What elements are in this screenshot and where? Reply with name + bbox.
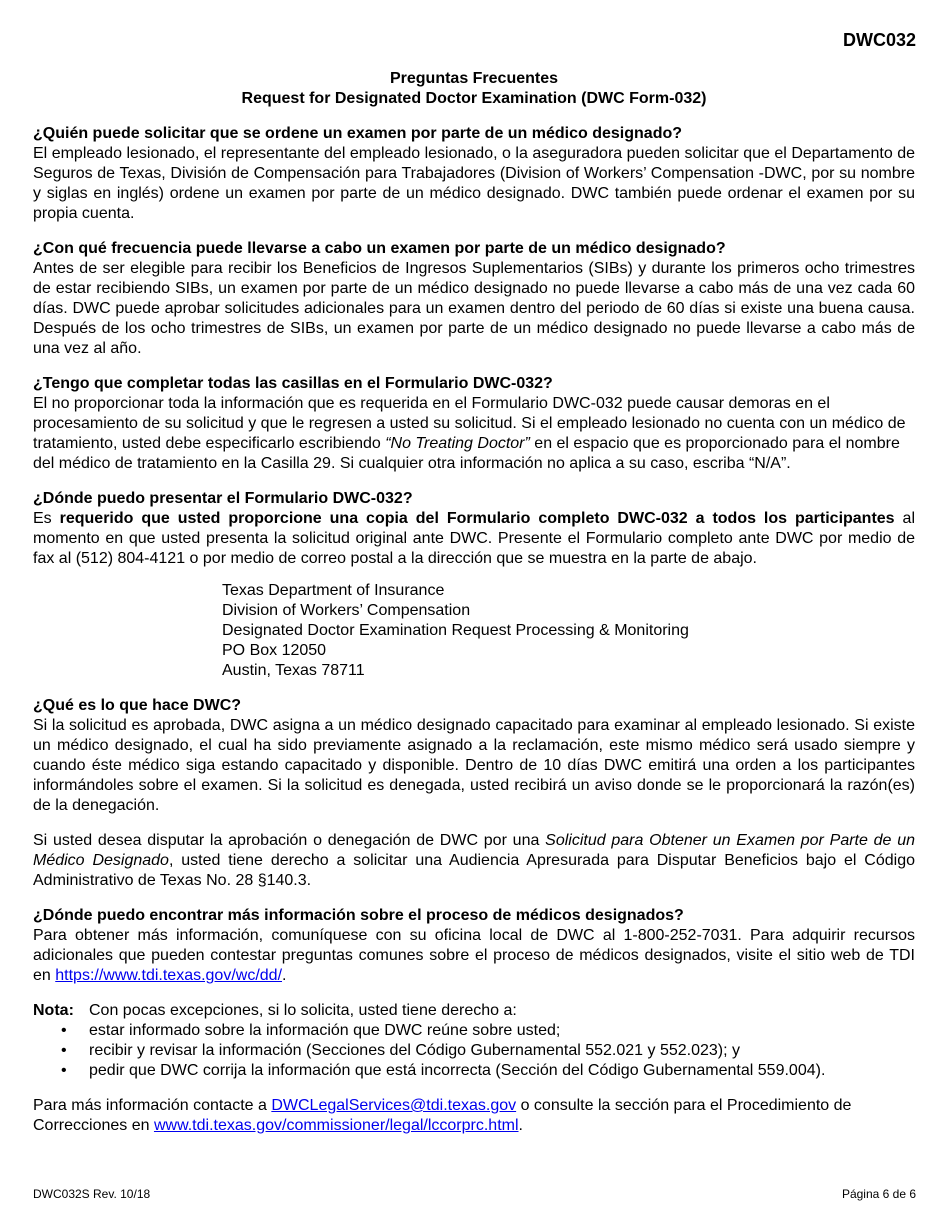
title-line-1: Preguntas Frecuentes [389, 70, 559, 87]
answer-italic-text: Solicitud para Obtener un Examen por Parte de un Médico Designado [33, 832, 916, 869]
list-item: • estar informado sobre la información que DWC reúne sobre usted; [33, 1021, 915, 1041]
answer-paragraph: El empleado lesionado, el representante del empleado lesionado, o la aseguradora pueden solicitar que el Departamento de Seguros de Texas, División de Compensación para Trabajadores (Division of Workers’ Compensation -DWC, por su nombre y siglas en inglés) ordene un examen por parte de un médico designado. DWC también puede ordenar el examen por su propia cuenta. [33, 145, 915, 222]
answer-paragraph [33, 394, 915, 474]
document-body [33, 69, 915, 1136]
contact-text: o consulte la sección para el Procedimiento de Correcciones en [33, 1097, 852, 1134]
list-item: • recibir y revisar la información (Secciones del Código Gubernamental 552.021 y 552.023); y [33, 1041, 915, 1061]
form-code: DWC032 [842, 30, 916, 50]
answer-text: . [282, 967, 287, 984]
faq-section-more-info [33, 906, 915, 986]
faq-section-frequency [33, 239, 915, 359]
tdi-dd-website-link[interactable]: https://www.tdi.texas.gov/wc/dd/ [55, 967, 283, 984]
footer-revision: DWC032S Rev. 10/18 [33, 1187, 151, 1201]
answer-text: Si usted desea disputar la aprobación o denegación de DWC por una [33, 832, 546, 849]
answer-text: al momento en que usted presenta la solicitud original ante DWC. Presente el Formulario completo ante DWC por medio de fax al (512) 804-4121 o por medio de correo postal a la dirección que se muestra en la parte de abajo. [33, 510, 915, 567]
answer-italic-text: “No Treating Doctor” [385, 435, 530, 452]
rights-list [33, 1021, 915, 1081]
question-heading: ¿Qué es lo que hace DWC? [33, 697, 242, 714]
answer-paragraph [33, 509, 915, 569]
legal-services-email-link[interactable]: DWCLegalServices@tdi.texas.gov [271, 1097, 517, 1114]
question-heading: ¿Dónde puedo encontrar más información sobre el proceso de médicos designados? [33, 907, 684, 924]
question-heading: ¿Quién puede solicitar que se ordene un examen por parte de un médico designado? [33, 125, 683, 142]
address-line: Texas Department of Insurance [222, 582, 445, 599]
question-heading: ¿Dónde puedo presentar el Formulario DWC-032? [33, 490, 413, 507]
answer-paragraph: Si la solicitud es aprobada, DWC asigna a un médico designado capacitado para examinar al empleado lesionado. Si existe un médico designado, el cual ha sido previamente asignado a la reclamación, este mismo médico será usado siempre y cuando éste médico siga estando capacitado y disponible. Dentro de 10 días DWC emitirá una orden a los participantes informándoles sobre el examen. Si la solicitud es denegada, usted recibirá un aviso donde se le proporcionará la razón(es) de la denegación. [33, 717, 915, 814]
contact-paragraph [33, 1096, 915, 1136]
answer-text: Para obtener más información, comuníquese con su oficina local de DWC al 1-800-252-7031. Para adquirir recursos adicionales que pueden contestar preguntas comunes sobre el proceso de médicos designados, visite el sitio web de TDI en [33, 927, 915, 984]
faq-section-where-submit [33, 489, 915, 681]
nota-block [33, 1001, 915, 1021]
question-heading: ¿Con qué frecuencia puede llevarse a cabo un examen por parte de un médico designado? [33, 240, 726, 257]
answer-text: El no proporcionar toda la información que es requerida en el Formulario DWC-032 puede causar demoras en el procesamiento de su solicitud y que le regresen a usted su solicitud. Si el empleado lesionado no cuenta con un médico de tratamiento, usted debe especificarlo escribiendo [33, 395, 906, 452]
dispute-paragraph [33, 831, 915, 891]
title-line-2: Request for Designated Doctor Examination (DWC Form-032) [241, 90, 707, 107]
nota-colon: : [68, 1002, 74, 1019]
list-item: • pedir que DWC corrija la información que está incorrecta (Sección del Código Gubernamental 559.004). [33, 1061, 915, 1081]
nota-intro: Con pocas excepciones, si lo solicita, usted tiene derecho a: [89, 1002, 517, 1019]
mailing-address [222, 581, 915, 681]
address-line: Division of Workers’ Compensation [222, 602, 471, 619]
faq-section-complete-boxes [33, 374, 915, 474]
address-line: Austin, Texas 78711 [222, 662, 365, 679]
contact-text: . [518, 1117, 523, 1134]
page-title [33, 69, 915, 109]
answer-bold-text: requerido que usted proporcione una copia del Formulario completo DWC-032 a todos los participantes [59, 510, 895, 527]
corrections-procedure-link[interactable]: www.tdi.texas.gov/commissioner/legal/lccorprc.html [153, 1117, 519, 1134]
nota-label: Nota [33, 1002, 69, 1019]
address-line: Designated Doctor Examination Request Processing & Monitoring [222, 622, 689, 639]
answer-text: , usted tiene derecho a solicitar una Audiencia Apresurada para Disputar Beneficios bajo el Código Administrativo de Texas No. 28 §140.3. [33, 852, 916, 889]
faq-section-who-can-request [33, 124, 915, 224]
answer-text: en el espacio que es proporcionado para el nombre del médico de tratamiento en la Casilla 29. Si cualquier otra información no aplica a su caso, escriba “N/A”. [33, 435, 900, 472]
footer-page-number: Página 6 de 6 [841, 1187, 916, 1201]
answer-text: Es [33, 510, 60, 527]
contact-text: Para más información contacte a [33, 1097, 272, 1114]
faq-section-what-dwc-does [33, 696, 915, 891]
nota-label-wrap [33, 1001, 89, 1021]
question-heading: ¿Tengo que completar todas las casillas en el Formulario DWC-032? [33, 375, 553, 392]
answer-paragraph [33, 926, 915, 986]
address-line: PO Box 12050 [222, 642, 327, 659]
answer-paragraph: Antes de ser elegible para recibir los Beneficios de Ingresos Suplementarios (SIBs) y durante los primeros ocho trimestres de estar recibiendo SIBs, un examen por parte de un médico designado no puede llevarse a cabo más de una vez cada 60 días. DWC puede aprobar solicitudes adicionales para un examen dentro del periodo de 60 días si existe una buena causa. Después de los ocho trimestres de SIBs, un examen por parte de un médico designado no puede llevarse a cabo más de una vez al año. [33, 260, 915, 357]
